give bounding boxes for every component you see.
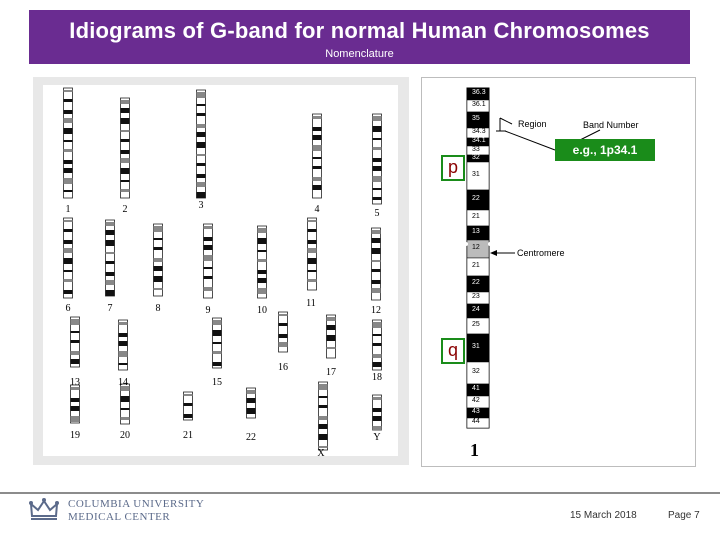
crown-logo-icon [28,497,60,523]
centromere-mark [488,242,492,246]
band-label: 21 [472,262,480,269]
band-label: 13 [472,228,480,235]
band-label: 36.1 [472,101,486,108]
chromosome-label: 9 [205,305,211,316]
band-label: 25 [472,321,480,328]
band-label: 41 [472,385,480,392]
chromosome-label: 4 [314,204,320,215]
band-label: 32 [472,153,480,161]
region-pointer-line [500,118,512,124]
region-label: Region [518,119,547,129]
chromosome-label: Y [373,432,381,443]
chromosome-label: 17 [326,367,336,378]
page-number: Page 7 [668,510,700,521]
medical-center-name: MEDICAL CENTER [68,511,171,523]
chromosome-label: 6 [65,303,71,314]
chromosome-label: 16 [278,362,288,373]
chromosome-label: 12 [371,305,381,316]
band-label: 35 [472,115,480,122]
chromosome-label: 22 [246,432,256,443]
example-pointer-line [505,131,555,150]
band-label: 44 [472,418,480,425]
chromosome-label: X [317,448,325,459]
chromosome-label: 1 [65,204,71,215]
band-label: 34.1 [472,137,486,144]
chromosome-label: 7 [107,303,113,314]
chromosome-label: 10 [257,305,267,316]
centromere-mark [464,242,468,246]
slide-subtitle: Nomenclature [325,48,394,60]
band-label: 22 [472,279,480,286]
band-label: 32 [472,368,480,375]
chromosome-label: 2 [122,204,128,215]
band-number-label: Band Number [583,120,639,130]
band-label: 31 [472,343,480,350]
band-label: 34.3 [472,128,486,135]
band-label: 23 [472,293,480,300]
chromosome-label: 18 [372,372,382,383]
band-label: 36.3 [472,89,486,96]
slide-title: Idiograms of G-band for normal Human Chromosomes [69,18,650,43]
centromere-label: Centromere [517,248,565,258]
chromosome-label: 14 [118,377,128,388]
band-label: 42 [472,397,480,404]
chromosome-label: 5 [374,208,380,219]
band-label: 24 [472,306,480,313]
p-arm-label: p [441,155,465,181]
chromosome-label: 13 [70,377,80,388]
chromosome-label: 15 [212,377,222,388]
chromosome-label: 8 [155,303,161,314]
example-band-box: e.g., 1p34.1 [555,139,655,161]
slide-date: 15 March 2018 [570,510,637,521]
chromosome-label: 3 [198,200,204,211]
university-logo-text [68,498,204,524]
chromosome-label: 11 [306,298,316,309]
footer-divider [0,492,720,494]
band-label: 43 [472,408,480,415]
band-label: 22 [472,195,480,202]
band-label: 21 [472,213,480,220]
chromosome-label: 19 [70,430,80,441]
university-name: COLUMBIA UNIVERSITY [68,498,205,510]
band-label: 31 [472,171,480,178]
chromosome-1-number: 1 [470,440,479,460]
q-arm-label: q [441,338,465,364]
band-label: 12 [472,244,480,251]
chromosome-label: 20 [120,430,130,441]
centromere-arrow-icon [490,250,497,256]
chromosome-label: 21 [183,430,193,441]
band-label: 33 [472,145,480,153]
